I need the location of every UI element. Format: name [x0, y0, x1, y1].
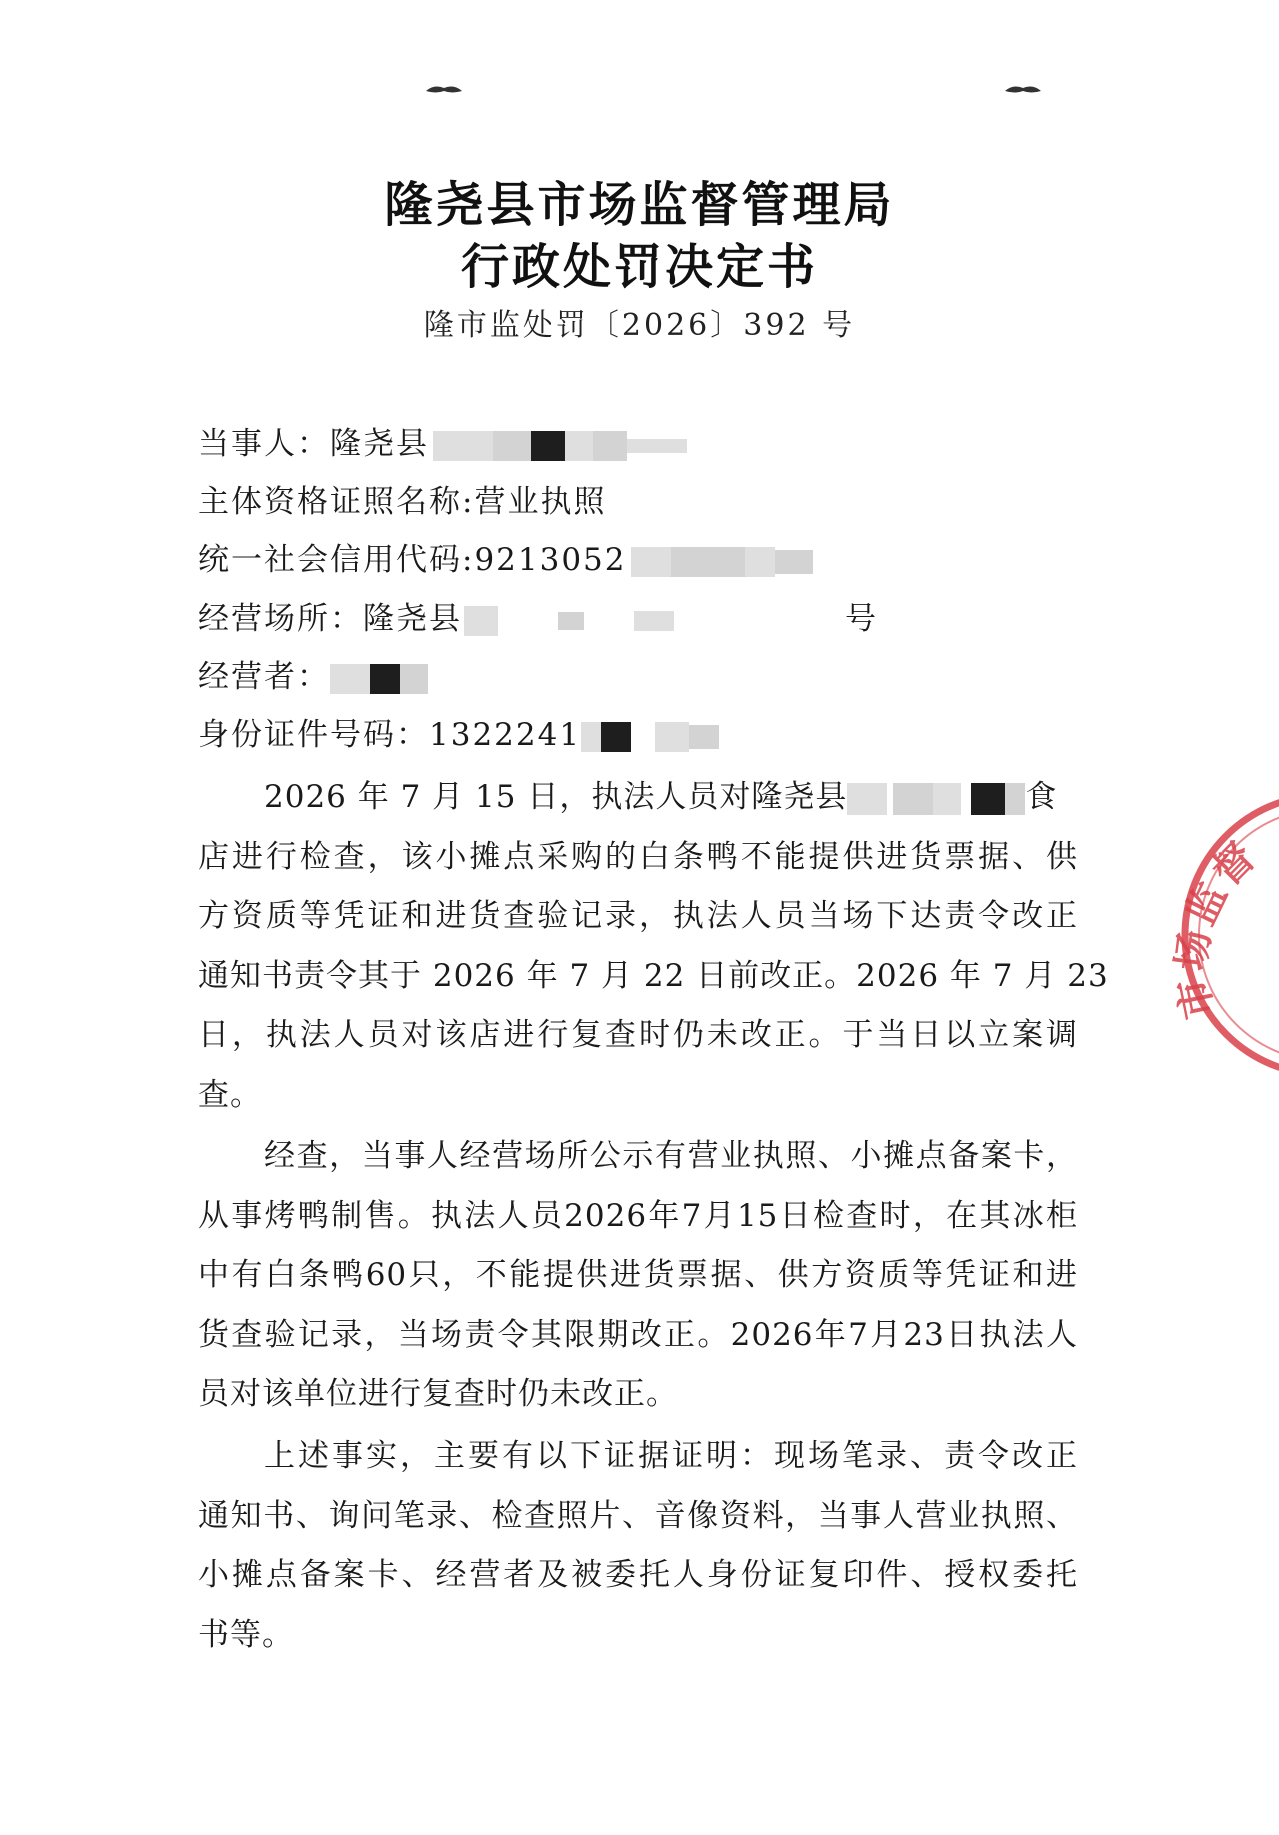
redaction-blur [330, 664, 370, 694]
paragraph-line [198, 768, 1078, 828]
redaction-blur [400, 664, 428, 694]
official-seal [1165, 785, 1279, 1075]
paragraph-findings [198, 1127, 1078, 1425]
premises-text: 经营场所：隆尧县 [198, 601, 462, 637]
redaction-blur [558, 612, 584, 630]
redaction-blur [745, 547, 775, 577]
redaction-blur [593, 431, 627, 461]
svg-text:市场监督 [1169, 831, 1268, 1022]
redaction-blur [933, 783, 961, 815]
paragraph-line: 员对该单位进行复查时仍未改正。 [198, 1376, 678, 1412]
punch-hole-left [424, 82, 464, 96]
premises-field [198, 597, 674, 641]
redaction-block [531, 431, 565, 461]
redaction-blur [847, 783, 887, 815]
redaction-blur [627, 439, 687, 453]
paragraph-line: 方资质等凭证和进货查验记录，执法人员当场下达责令改正 [198, 898, 1078, 934]
paragraph-line: 日，执法人员对该店进行复查时仍未改正。于当日以立案调 [198, 1017, 1078, 1053]
redaction-blur [655, 722, 689, 752]
paragraph-line: 书等。 [198, 1616, 294, 1653]
document-number: 隆市监处罚〔2026〕392 号 [423, 308, 856, 343]
paragraph-line: 上述事实，主要有以下证据证明：现场笔录、责令改正 [264, 1438, 1078, 1474]
paragraph-line: 从事烤鸭制售。执法人员2026年7月15日检查时，在其冰柜 [198, 1197, 1078, 1234]
redaction-blur [433, 431, 493, 461]
party-text: 当事人：隆尧县 [198, 426, 429, 462]
redaction-blur [775, 550, 813, 574]
redaction-block [971, 783, 1005, 815]
redaction-blur [581, 722, 601, 752]
paragraph-inspection [198, 768, 1109, 1125]
operator-field [198, 655, 428, 699]
credit-code-field [198, 538, 813, 582]
line-text-tail: 食 [1025, 779, 1058, 815]
redaction-blur [671, 547, 745, 577]
agency-title: 隆尧县市场监督管理局 [384, 177, 895, 233]
paragraph-line: 经查，当事人经营场所公示有营业执照、小摊点备案卡， [264, 1138, 1078, 1174]
operator-text: 经营者： [198, 659, 330, 695]
punch-hole-right [1003, 82, 1043, 96]
paragraph-line: 查。 [198, 1076, 262, 1113]
redaction-blur [493, 431, 531, 461]
redaction-blur [464, 606, 498, 636]
party-field [198, 422, 687, 466]
credit-code-text: 统一社会信用代码:9213052 [198, 542, 627, 578]
redaction-blur [631, 547, 671, 577]
license-name-field: 主体资格证照名称:营业执照 [198, 484, 607, 520]
id-number-text: 身份证件号码：1322241 [198, 717, 582, 753]
line-text: 2026 年 7 月 15 日，执法人员对隆尧县 [264, 779, 848, 815]
premises-number-suffix: 号 [845, 601, 876, 637]
redaction-blur [1005, 783, 1025, 815]
paragraph-line: 小摊点备案卡、经营者及被委托人身份证复印件、授权委托 [198, 1557, 1078, 1593]
redaction-blur [634, 611, 674, 631]
id-number-field [198, 713, 719, 757]
redaction-blur [565, 431, 593, 461]
redaction-blur [893, 783, 933, 815]
paragraph-line: 通知书、询问笔录、检查照片、音像资料，当事人营业执照、 [198, 1497, 1078, 1534]
seal-text: 市场监督 [1168, 831, 1268, 1023]
paragraph-line: 通知书责令其于 2026 年 7 月 22 日前改正。2026 年 7 月 23 [198, 957, 1109, 994]
paragraph-evidence [198, 1427, 1078, 1665]
paragraph-line: 中有白条鸭60只，不能提供进货票据、供方资质等凭证和进 [198, 1257, 1078, 1293]
redaction-block [370, 664, 400, 694]
redaction-block [601, 722, 631, 752]
document-title: 行政处罚决定书 [460, 239, 818, 295]
paragraph-line: 货查验记录，当场责令其限期改正。2026年7月23日执法人 [198, 1316, 1078, 1353]
paragraph-line: 店进行检查，该小摊点采购的白条鸭不能提供进货票据、供 [198, 838, 1078, 875]
redaction-blur [689, 725, 719, 749]
